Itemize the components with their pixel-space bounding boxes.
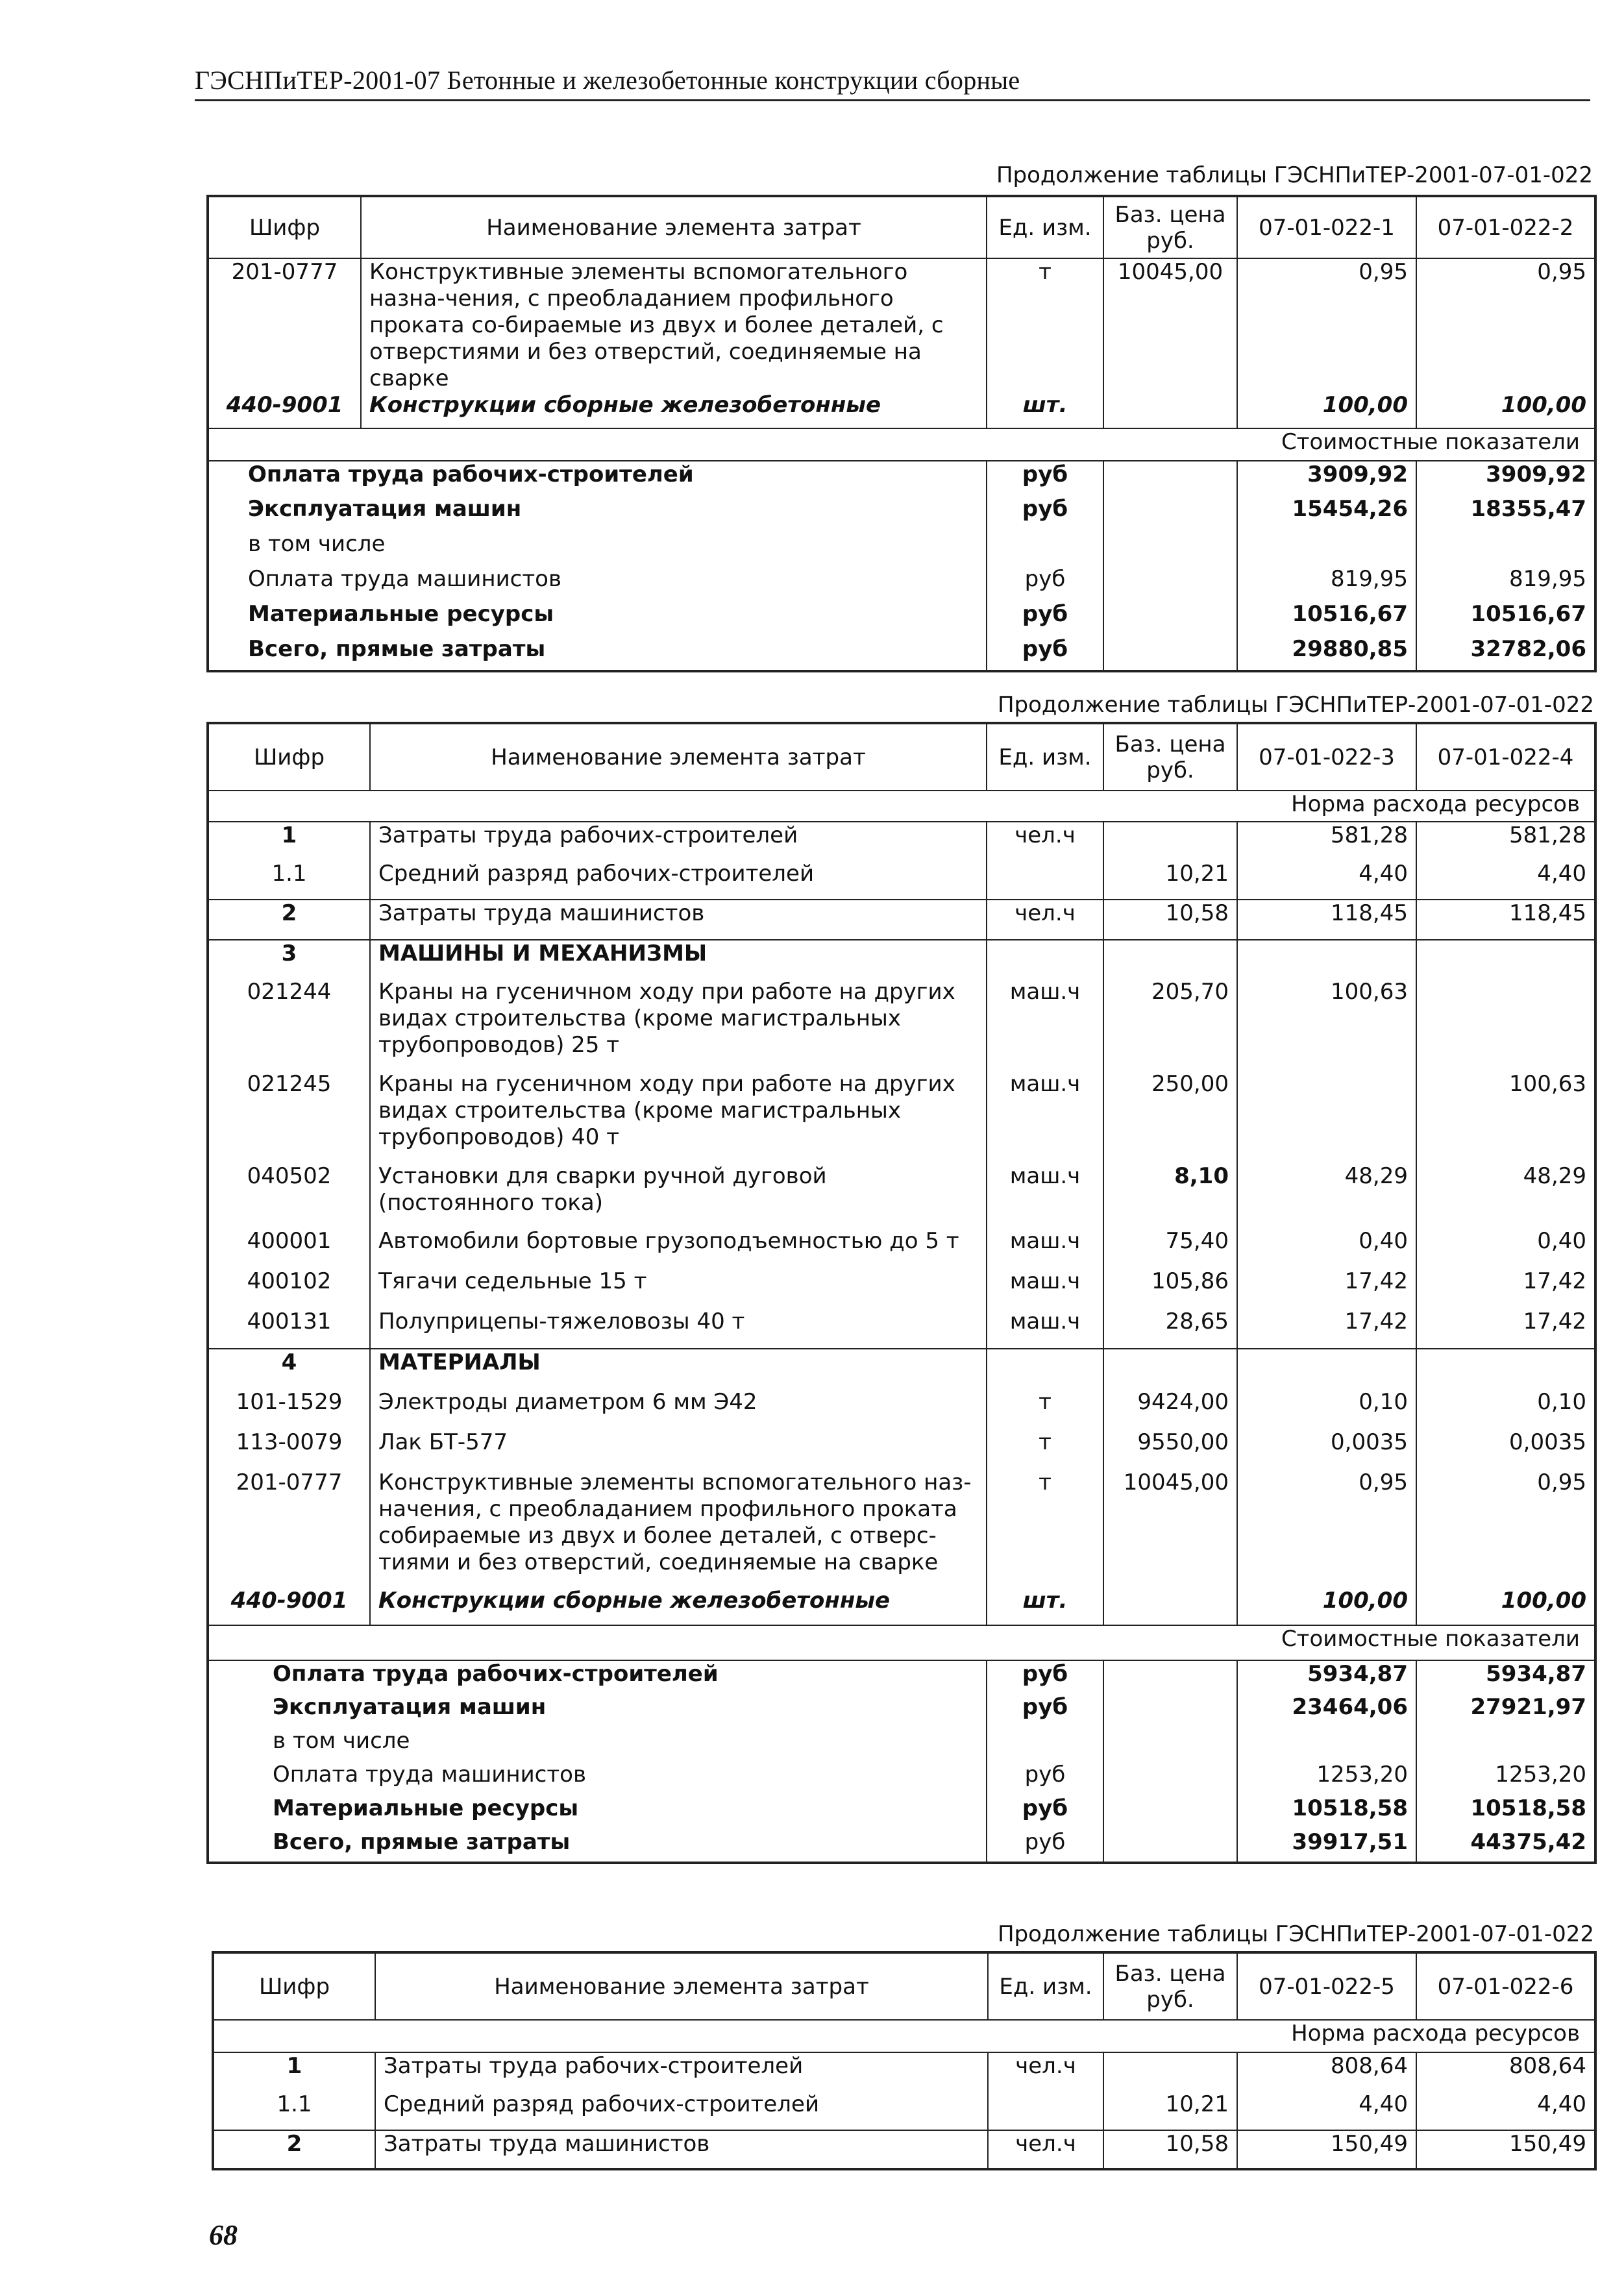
row-price: 28,65 bbox=[1103, 1309, 1237, 1349]
row-value-b: 581,28 bbox=[1416, 822, 1595, 861]
row-name: Конструктивные элементы вспомогательного наз-начения, с преобладанием профильного проката собираемые из двух и более деталей, с отверс-тиями и без отверстий, соединяемые на сварке bbox=[370, 1469, 987, 1588]
row-code: 1.1 bbox=[208, 861, 370, 900]
row-unit: т bbox=[987, 1429, 1103, 1469]
cost-unit: руб bbox=[987, 1829, 1103, 1863]
row-name: Затраты труда машинистов bbox=[370, 900, 987, 940]
row-value-a: 4,40 bbox=[1237, 861, 1416, 900]
norm-band-label: Норма расхода ресурсов bbox=[213, 2020, 1595, 2052]
cost-unit: руб bbox=[987, 636, 1103, 671]
cost-row bbox=[208, 461, 1595, 496]
row-name: Установки для сварки ручной дуговой (постоянного тока) bbox=[370, 1163, 987, 1228]
table2-caption: Продолжение таблицы ГЭСНПиТЕР-2001-07-01-022 bbox=[997, 692, 1594, 718]
row-price: 10,21 bbox=[1103, 861, 1237, 900]
cost-value-a: 1253,20 bbox=[1237, 1762, 1416, 1795]
col-name-header: Наименование элемента затрат bbox=[370, 723, 987, 791]
row-price: 10,58 bbox=[1103, 2130, 1237, 2169]
table-row bbox=[208, 1389, 1595, 1429]
cost-label: Оплата труда машинистов bbox=[248, 566, 562, 592]
row-price: 10045,00 bbox=[1103, 258, 1237, 392]
col-code-header: Шифр bbox=[213, 1952, 375, 2020]
table-row bbox=[208, 900, 1595, 940]
row-name: Краны на гусеничном ходу при работе на других видах строительства (кроме магистральных трубопроводов) 25 т bbox=[370, 979, 987, 1071]
row-value-a: 48,29 bbox=[1237, 1163, 1416, 1228]
norm-band-label: Норма расхода ресурсов bbox=[208, 791, 1595, 822]
row-price bbox=[1103, 1588, 1237, 1625]
cost-label: Материальные ресурсы bbox=[273, 1795, 579, 1821]
row-name: Затраты труда рабочих-строителей bbox=[375, 2052, 988, 2091]
cost-value-b: 44375,42 bbox=[1416, 1829, 1595, 1863]
row-code: 4 bbox=[208, 1349, 370, 1389]
row-name: МАШИНЫ И МЕХАНИЗМЫ bbox=[370, 940, 987, 979]
row-name: Конструкции сборные железобетонные bbox=[361, 392, 987, 428]
row-name: Конструктивные элементы вспомогательного назна-чения, с преобладанием профильного проката со-бираемые из двух и более деталей, с отверстиями и без отверстий, соединяемые на сварке bbox=[361, 258, 987, 392]
row-code: 101-1529 bbox=[208, 1389, 370, 1429]
row-unit: чел.ч bbox=[987, 900, 1103, 940]
row-name: Полуприцепы-тяжеловозы 40 т bbox=[370, 1309, 987, 1349]
cost-value-a: 23464,06 bbox=[1237, 1694, 1416, 1728]
table-row bbox=[208, 979, 1595, 1071]
row-code: 400131 bbox=[208, 1309, 370, 1349]
row-unit: маш.ч bbox=[987, 1071, 1103, 1163]
cost-row bbox=[208, 531, 1595, 566]
row-unit: чел.ч bbox=[988, 2130, 1103, 2169]
row-value-b: 118,45 bbox=[1416, 900, 1595, 940]
row-price bbox=[1103, 822, 1237, 861]
row-price: 205,70 bbox=[1103, 979, 1237, 1071]
row-value-a: 0,95 bbox=[1237, 1469, 1416, 1588]
row-value-b: 100,00 bbox=[1416, 1588, 1595, 1625]
col-unit-header: Ед. изм. bbox=[987, 196, 1103, 258]
table1-caption: Продолжение таблицы ГЭСНПиТЕР-2001-07-01-022 bbox=[996, 162, 1593, 188]
row-value-b: 17,42 bbox=[1416, 1268, 1595, 1309]
row-price bbox=[1103, 392, 1237, 428]
row-name: Конструкции сборные железобетонные bbox=[370, 1588, 987, 1625]
row-value-a: 17,42 bbox=[1237, 1268, 1416, 1309]
cost-value-a: 29880,85 bbox=[1237, 636, 1416, 671]
col-unit-header: Ед. изм. bbox=[988, 1952, 1103, 2020]
row-price: 10,58 bbox=[1103, 900, 1237, 940]
cost-value-a: 15454,26 bbox=[1237, 496, 1416, 531]
cost-value-a: 5934,87 bbox=[1237, 1660, 1416, 1694]
row-value-b: 100,00 bbox=[1416, 392, 1595, 428]
row-value-a: 581,28 bbox=[1237, 822, 1416, 861]
row-unit: шт. bbox=[987, 392, 1103, 428]
cost-band-label: Стоимостные показатели bbox=[208, 428, 1595, 461]
row-value-a: 17,42 bbox=[1237, 1309, 1416, 1349]
cost-band-label: Стоимостные показатели bbox=[208, 1625, 1595, 1660]
row-code: 021245 bbox=[208, 1071, 370, 1163]
row-code: 113-0079 bbox=[208, 1429, 370, 1469]
table-row bbox=[208, 1228, 1595, 1268]
row-unit: чел.ч bbox=[987, 822, 1103, 861]
row-price: 75,40 bbox=[1103, 1228, 1237, 1268]
row-unit: чел.ч bbox=[988, 2052, 1103, 2091]
table-row bbox=[208, 1309, 1595, 1349]
cost-label: Оплата труда машинистов bbox=[273, 1762, 587, 1788]
row-value-a: 4,40 bbox=[1237, 2091, 1416, 2130]
cost-row bbox=[208, 1795, 1595, 1829]
row-code: 1 bbox=[208, 822, 370, 861]
cost-value-a: 3909,92 bbox=[1237, 461, 1416, 496]
header-rule bbox=[195, 99, 1590, 101]
cost-row bbox=[208, 1694, 1595, 1728]
cost-unit: руб bbox=[987, 496, 1103, 531]
col-unit-header: Ед. изм. bbox=[987, 723, 1103, 791]
table-row bbox=[208, 1429, 1595, 1469]
row-value-a bbox=[1237, 1071, 1416, 1163]
cost-value-b: 819,95 bbox=[1416, 566, 1595, 601]
row-value-a: 100,00 bbox=[1237, 1588, 1416, 1625]
col-a-header: 07-01-022-5 bbox=[1237, 1952, 1416, 2020]
row-value-a: 808,64 bbox=[1237, 2052, 1416, 2091]
cost-label: Оплата труда рабочих-строителей bbox=[273, 1661, 719, 1687]
cost-unit: руб bbox=[987, 1660, 1103, 1694]
row-value-a: 0,40 bbox=[1237, 1228, 1416, 1268]
row-code: 400102 bbox=[208, 1268, 370, 1309]
table-row bbox=[208, 1268, 1595, 1309]
row-name: Средний разряд рабочих-строителей bbox=[370, 861, 987, 900]
row-value-b: 0,95 bbox=[1416, 1469, 1595, 1588]
row-value-a: 0,0035 bbox=[1237, 1429, 1416, 1469]
row-code: 1.1 bbox=[213, 2091, 375, 2130]
row-code: 201-0777 bbox=[208, 1469, 370, 1588]
table2 bbox=[206, 722, 1597, 1864]
cost-value-b: 27921,97 bbox=[1416, 1694, 1595, 1728]
cost-value-a: 10518,58 bbox=[1237, 1795, 1416, 1829]
row-price bbox=[1103, 2052, 1237, 2091]
cost-row bbox=[208, 601, 1595, 636]
cost-label: в том числе bbox=[248, 531, 386, 557]
row-unit: маш.ч bbox=[987, 1268, 1103, 1309]
row-unit: шт. bbox=[987, 1588, 1103, 1625]
cost-unit: руб bbox=[987, 461, 1103, 496]
row-unit: т bbox=[987, 258, 1103, 392]
row-unit bbox=[987, 861, 1103, 900]
cost-unit: руб bbox=[987, 1762, 1103, 1795]
cost-value-a: 819,95 bbox=[1237, 566, 1416, 601]
row-unit: т bbox=[987, 1389, 1103, 1429]
row-name: Краны на гусеничном ходу при работе на других видах строительства (кроме магистральных трубопроводов) 40 т bbox=[370, 1071, 987, 1163]
row-value-b: 0,40 bbox=[1416, 1228, 1595, 1268]
row-value-a: 100,00 bbox=[1237, 392, 1416, 428]
cost-value-b: 5934,87 bbox=[1416, 1660, 1595, 1694]
row-code: 3 bbox=[208, 940, 370, 979]
col-b-header: 07-01-022-2 bbox=[1416, 196, 1595, 258]
row-price: 10,21 bbox=[1103, 2091, 1237, 2130]
cost-label: Эксплуатация машин bbox=[248, 496, 522, 522]
cost-value-b: 10516,67 bbox=[1416, 601, 1595, 636]
page-header: ГЭСНПиТЕР-2001-07 Бетонные и железобетонные конструкции сборные bbox=[195, 66, 1020, 95]
row-name: Средний разряд рабочих-строителей bbox=[375, 2091, 988, 2130]
table-row bbox=[208, 861, 1595, 900]
row-code: 201-0777 bbox=[208, 258, 361, 392]
col-name-header: Наименование элемента затрат bbox=[375, 1952, 988, 2020]
row-name: Автомобили бортовые грузоподъемностью до 5 т bbox=[370, 1228, 987, 1268]
table-row bbox=[208, 1469, 1595, 1588]
row-name: Тягачи седельные 15 т bbox=[370, 1268, 987, 1309]
cost-value-b: 1253,20 bbox=[1416, 1762, 1595, 1795]
section-row bbox=[208, 1349, 1595, 1389]
table-row bbox=[213, 2130, 1595, 2169]
row-code: 1 bbox=[213, 2052, 375, 2091]
row-code: 440-9001 bbox=[208, 392, 361, 428]
row-code: 440-9001 bbox=[208, 1588, 370, 1625]
cost-label: в том числе bbox=[273, 1728, 410, 1754]
row-value-b: 4,40 bbox=[1416, 2091, 1595, 2130]
row-name: Затраты труда машинистов bbox=[375, 2130, 988, 2169]
row-value-a: 118,45 bbox=[1237, 900, 1416, 940]
cost-value-b: 32782,06 bbox=[1416, 636, 1595, 671]
cost-value-a: 10516,67 bbox=[1237, 601, 1416, 636]
col-b-header: 07-01-022-4 bbox=[1416, 723, 1595, 791]
table-row bbox=[208, 1163, 1595, 1228]
cost-row bbox=[208, 496, 1595, 531]
cost-row bbox=[208, 1829, 1595, 1863]
cost-unit: руб bbox=[987, 1795, 1103, 1829]
row-name: Лак БТ-577 bbox=[370, 1429, 987, 1469]
row-value-b: 0,95 bbox=[1416, 258, 1595, 392]
row-name: Затраты труда рабочих-строителей bbox=[370, 822, 987, 861]
row-price: 105,86 bbox=[1103, 1268, 1237, 1309]
row-unit: маш.ч bbox=[987, 1309, 1103, 1349]
row-value-b: 17,42 bbox=[1416, 1309, 1595, 1349]
row-code: 2 bbox=[208, 900, 370, 940]
col-b-header: 07-01-022-6 bbox=[1416, 1952, 1595, 2020]
cost-label: Материальные ресурсы bbox=[248, 601, 554, 627]
table-row bbox=[208, 1071, 1595, 1163]
row-value-b: 100,63 bbox=[1416, 1071, 1595, 1163]
row-price: 10045,00 bbox=[1103, 1469, 1237, 1588]
row-price: 9550,00 bbox=[1103, 1429, 1237, 1469]
cost-value-b: 18355,47 bbox=[1416, 496, 1595, 531]
table-row bbox=[213, 2091, 1595, 2130]
cost-row bbox=[208, 566, 1595, 601]
row-value-a: 150,49 bbox=[1237, 2130, 1416, 2169]
cost-row bbox=[208, 1762, 1595, 1795]
row-value-b: 48,29 bbox=[1416, 1163, 1595, 1228]
row-value-a: 0,10 bbox=[1237, 1389, 1416, 1429]
table-row bbox=[208, 392, 1595, 428]
row-value-b: 0,0035 bbox=[1416, 1429, 1595, 1469]
row-value-b: 0,10 bbox=[1416, 1389, 1595, 1429]
cost-row bbox=[208, 636, 1595, 671]
cost-label: Всего, прямые затраты bbox=[273, 1829, 571, 1855]
col-name-header: Наименование элемента затрат bbox=[361, 196, 987, 258]
cost-value-b: 10518,58 bbox=[1416, 1795, 1595, 1829]
cost-label: Эксплуатация машин bbox=[273, 1694, 547, 1720]
col-price-header: Баз. цена руб. bbox=[1103, 1952, 1237, 2020]
table3 bbox=[212, 1951, 1597, 2170]
col-code-header: Шифр bbox=[208, 196, 361, 258]
row-unit: маш.ч bbox=[987, 1228, 1103, 1268]
col-code-header: Шифр bbox=[208, 723, 370, 791]
cost-unit: руб bbox=[987, 601, 1103, 636]
section-row bbox=[208, 940, 1595, 979]
row-value-b: 808,64 bbox=[1416, 2052, 1595, 2091]
row-name: МАТЕРИАЛЫ bbox=[370, 1349, 987, 1389]
row-value-b: 4,40 bbox=[1416, 861, 1595, 900]
row-code: 400001 bbox=[208, 1228, 370, 1268]
col-price-header: Баз. цена руб. bbox=[1103, 196, 1237, 258]
table1 bbox=[206, 195, 1597, 672]
table-row bbox=[208, 1588, 1595, 1625]
row-price: 9424,00 bbox=[1103, 1389, 1237, 1429]
table3-caption: Продолжение таблицы ГЭСНПиТЕР-2001-07-01-022 bbox=[997, 1921, 1594, 1947]
row-code: 040502 bbox=[208, 1163, 370, 1228]
row-name: Электроды диаметром 6 мм Э42 bbox=[370, 1389, 987, 1429]
cost-value-a: 39917,51 bbox=[1237, 1829, 1416, 1863]
table-row bbox=[208, 258, 1595, 392]
row-unit bbox=[988, 2091, 1103, 2130]
row-code: 021244 bbox=[208, 979, 370, 1071]
row-price: 8,10 bbox=[1103, 1163, 1237, 1228]
cost-value-b: 3909,92 bbox=[1416, 461, 1595, 496]
row-unit: маш.ч bbox=[987, 1163, 1103, 1228]
cost-unit: руб bbox=[987, 566, 1103, 601]
row-price: 250,00 bbox=[1103, 1071, 1237, 1163]
row-value-b: 150,49 bbox=[1416, 2130, 1595, 2169]
cost-label: Всего, прямые затраты bbox=[248, 636, 546, 662]
col-price-header: Баз. цена руб. bbox=[1103, 723, 1237, 791]
row-value-b bbox=[1416, 979, 1595, 1071]
cost-row bbox=[208, 1660, 1595, 1694]
row-value-a: 0,95 bbox=[1237, 258, 1416, 392]
table-row bbox=[213, 2052, 1595, 2091]
cost-label: Оплата труда рабочих-строителей bbox=[248, 461, 694, 487]
row-value-a: 100,63 bbox=[1237, 979, 1416, 1071]
row-unit: т bbox=[987, 1469, 1103, 1588]
col-a-header: 07-01-022-1 bbox=[1237, 196, 1416, 258]
table-row bbox=[208, 822, 1595, 861]
cost-row bbox=[208, 1728, 1595, 1762]
page-number: 68 bbox=[209, 2219, 238, 2251]
col-a-header: 07-01-022-3 bbox=[1237, 723, 1416, 791]
row-unit: маш.ч bbox=[987, 979, 1103, 1071]
row-code: 2 bbox=[213, 2130, 375, 2169]
cost-unit: руб bbox=[987, 1694, 1103, 1728]
